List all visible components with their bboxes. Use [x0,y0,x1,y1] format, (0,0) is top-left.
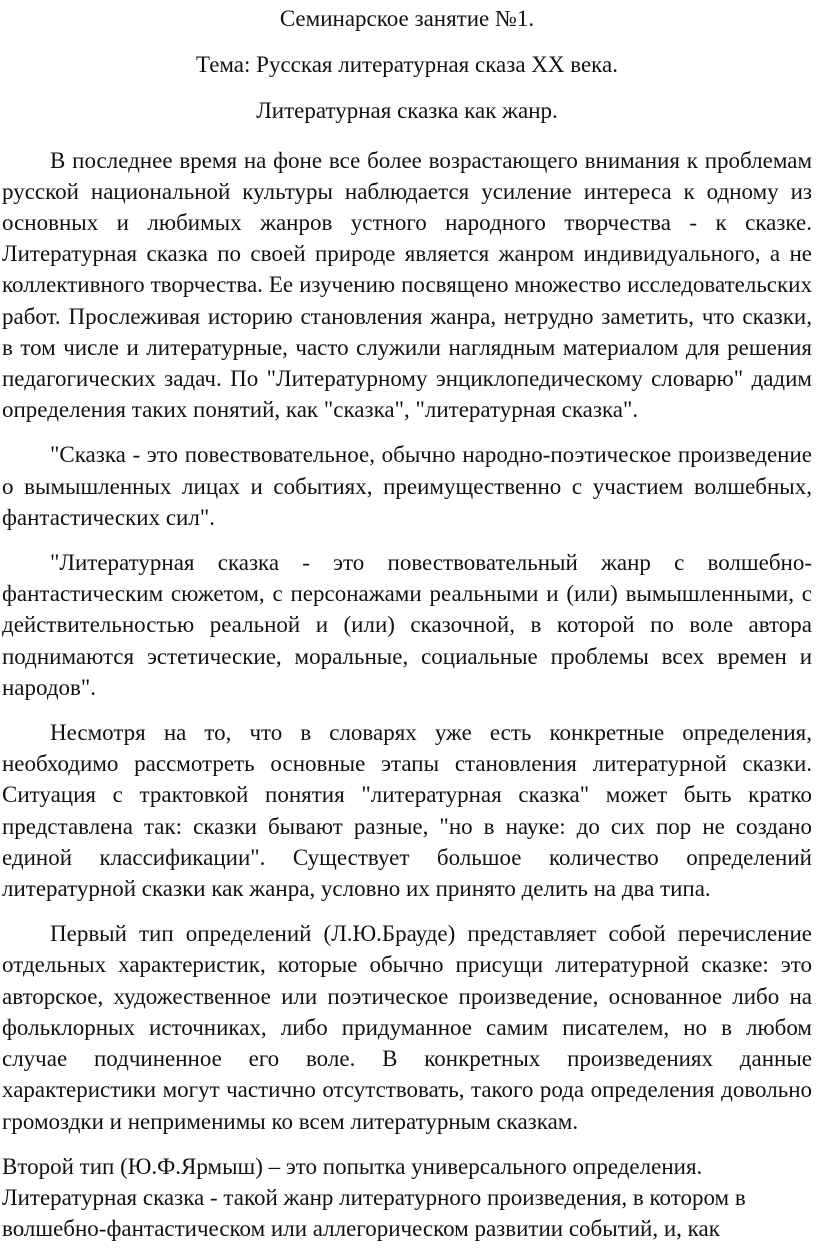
document-title: Семинарское занятие №1. [279,6,535,31]
document-topic: Тема: Русская литературная сказа XX века. [196,52,618,78]
second-type-line-3: волшебно-фантастическом или аллегорическом развитии событий, и, как [2,1216,720,1242]
second-type-line-2: Литературная сказка - такой жанр литературного произведения, в котором в [2,1184,746,1210]
paragraph-definition-skazka: "Сказка - это повествовательное, обычно народно-поэтическое произведение о вымышленных лицах и событиях, преимущественно с участием волшебных, фантастических сил". [2,442,812,530]
second-type-line-1: Второй тип (Ю.Ф.Ярмыш) – это попытка универсального определения. [2,1153,703,1179]
document-subtitle: Литературная сказка как жанр. [256,98,558,124]
paragraph-first-type: Первый тип определений (Л.Ю.Брауде) представляет собой перечисление отдельных характеристик, которые обычно присущи литературной сказке: это авторское, художественное или поэтическое произведение, основанное либо на фольклорных источниках, либо придуманное самим писателем, но в любом случае подчиненное его воле. В конкретных произведениях данные характеристики могут частично отсутствовать, такого рода определения довольно громоздки и неприменимы ко всем литературным сказкам. [2,921,812,1134]
paragraph-second-type [2,1151,812,1245]
paragraph-definition-literary-skazka: "Литературная сказка - это повествовательный жанр с волшебно-фантастическим сюжетом, с персонажами реальными и (или) вымышленными, с действительностью реальной и (или) сказочной, в которой по воле автора поднимаются эстетические, моральные, социальные проблемы всех времен и народов". [2,550,812,700]
paragraph-intro: В последнее время на фоне все более возрастающего внимания к проблемам русской национальной культуры наблюдается усиление интереса к одному из основных и любимых жанров устного народного творчества - к сказке. Литературная сказка по своей природе является жанром индивидуального, а не коллективного творчества. Ее изучению посвящено множество исследовательских работ. Прослеживая историю становления жанра, нетрудно заметить, что сказки, в том числе и литературные, часто служили наглядным материалом для решения педагогических задач. По "Литературному энциклопедическому словарю" дадим определения таких понятий, как "сказка", "литературная сказка". [2,147,812,423]
paragraph-classification: Несмотря на то, что в словарях уже есть конкретные определения, необходимо рассмотреть основные этапы становления литературной сказки. Ситуация с трактовкой понятия "литературная сказка" может быть кратко представлена так: сказки бывают разные, "но в науке: до сих пор не создано единой классификации". Существует большое количество определений литературной сказки как жанра, условно их принято делить на два типа. [2,720,812,902]
